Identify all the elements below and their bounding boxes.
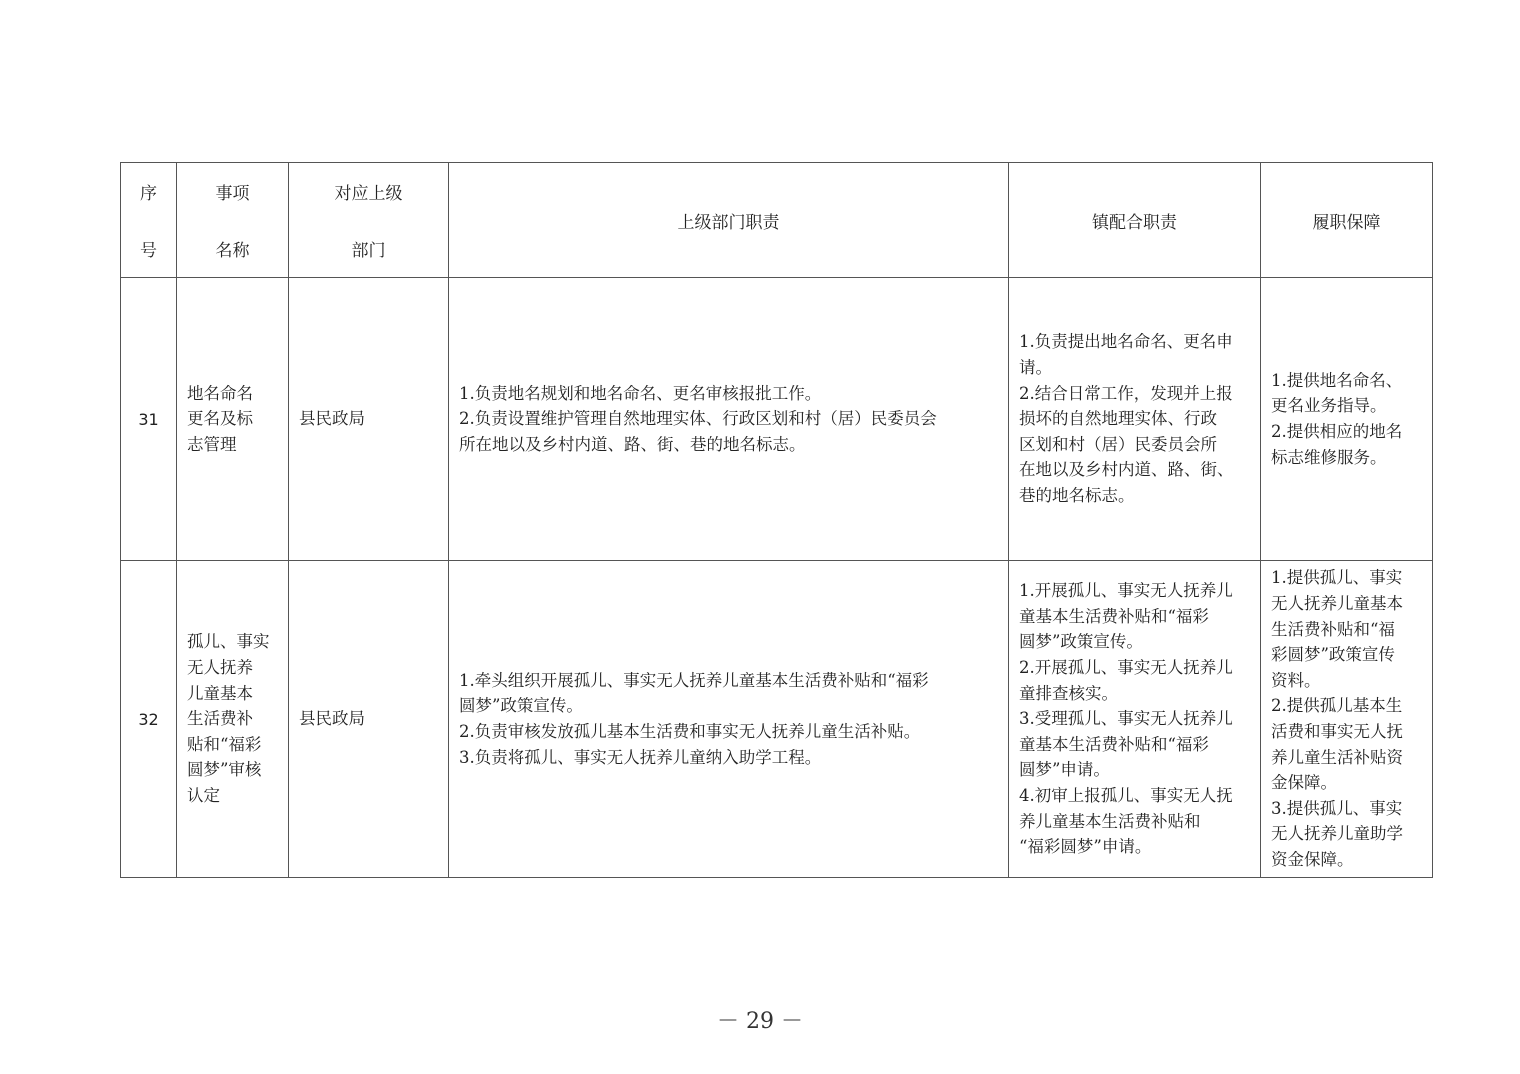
item-line: 生活费补: [187, 709, 253, 729]
dept-text: 县民政局: [299, 709, 365, 729]
row-seq: 32: [121, 561, 177, 878]
row-town-duty: [1009, 278, 1261, 561]
item-line: 认定: [187, 785, 220, 805]
town-duty-line: 1.负责提出地名命名、更名申: [1019, 332, 1233, 352]
guarantee-line: 更名业务指导。: [1271, 396, 1387, 416]
row-upper-duty: [449, 561, 1009, 878]
page-number: － 29 －: [717, 1009, 803, 1034]
town-duty-line: 童基本生活费补贴和“福彩: [1019, 734, 1209, 754]
row-upper-duty: [449, 278, 1009, 561]
guarantee-line: 金保障。: [1271, 773, 1337, 793]
guarantee-line: 彩圆梦”政策宣传: [1271, 645, 1395, 665]
town-duty-line: 养儿童基本生活费补贴和: [1019, 811, 1201, 831]
town-duty-line: 在地以及乡村内道、路、街、: [1019, 460, 1234, 480]
upper-duty-line: 所在地以及乡村内道、路、街、巷的地名标志。: [459, 434, 806, 454]
town-duty-line: 2.结合日常工作，发现并上报: [1019, 383, 1233, 403]
town-duty-line: 2.开展孤儿、事实无人抚养儿: [1019, 658, 1233, 678]
duty-table: [120, 162, 1433, 878]
guarantee-line: 1.提供孤儿、事实: [1271, 568, 1403, 588]
item-line: 圆梦”审核: [187, 760, 262, 780]
guarantee-line: 养儿童生活补贴资: [1271, 747, 1403, 767]
town-duty-line: 3.受理孤儿、事实无人抚养儿: [1019, 709, 1233, 729]
item-line: 地名命名: [187, 383, 253, 403]
upper-duty-line: 1.负责地名规划和地名命名、更名审核报批工作。: [459, 383, 822, 403]
guarantee-line: 标志维修服务。: [1271, 447, 1387, 467]
town-duty-line: 请。: [1019, 358, 1052, 378]
row-seq: 31: [121, 278, 177, 561]
town-duty-line: 巷的地名标志。: [1019, 485, 1135, 505]
guarantee-line: 1.提供地名命名、: [1271, 370, 1403, 390]
header-seq: [121, 163, 177, 278]
guarantee-line: 活费和事实无人抚: [1271, 722, 1403, 741]
header-upper-duty: 上级部门职责: [449, 163, 1009, 278]
guarantee-line: 资金保障。: [1271, 849, 1354, 869]
town-duty-line: “福彩圆梦”申请。: [1019, 837, 1152, 857]
item-line: 更名及标: [187, 409, 253, 429]
town-duty-line: 童排查核实。: [1019, 683, 1118, 703]
row-dept: [289, 561, 449, 878]
row-item-name: [177, 561, 289, 878]
upper-duty-line: 2.负责审核发放孤儿基本生活费和事实无人抚养儿童生活补贴。: [459, 722, 921, 741]
item-line: 志管理: [187, 434, 237, 454]
item-line: 贴和“福彩: [187, 734, 262, 754]
header-town-duty: 镇配合职责: [1009, 163, 1261, 278]
row-guarantee: [1261, 278, 1433, 561]
row-item-name: [177, 278, 289, 561]
row-dept: [289, 278, 449, 561]
upper-duty-line: 2.负责设置维护管理自然地理实体、行政区划和村（居）民委员会: [459, 409, 937, 429]
town-duty-line: 童基本生活费补贴和“福彩: [1019, 606, 1209, 626]
upper-duty-line: 1.牵头组织开展孤儿、事实无人抚养儿童基本生活费补贴和“福彩: [459, 670, 929, 690]
header-dept-line-1: 对应上级: [334, 184, 403, 204]
guarantee-line: 2.提供孤儿基本生: [1271, 696, 1403, 716]
town-duty-line: 4.初审上报孤儿、事实无人抚: [1019, 785, 1233, 805]
item-line: 儿童基本: [187, 683, 253, 703]
header-upper-dept: [289, 163, 449, 278]
town-duty-line: 圆梦”政策宣传。: [1019, 632, 1143, 652]
guarantee-line: 资料。: [1271, 670, 1321, 690]
item-line: 无人抚养: [187, 658, 253, 678]
header-row: [121, 163, 1433, 278]
town-duty-line: 区划和村（居）民委员会所: [1019, 434, 1217, 454]
guarantee-line: 无人抚养儿童基本: [1271, 594, 1403, 614]
town-duty-line: 损坏的自然地理实体、行政: [1019, 409, 1217, 429]
guarantee-line: 2.提供相应的地名: [1271, 422, 1403, 441]
table-row: [121, 278, 1433, 561]
upper-duty-line: 3.负责将孤儿、事实无人抚养儿童纳入助学工程。: [459, 747, 822, 767]
town-duty-line: 1.开展孤儿、事实无人抚养儿: [1019, 581, 1233, 601]
header-item-line-2: 名称: [215, 241, 250, 261]
row-guarantee: [1261, 561, 1433, 878]
header-dept-line-2: 部门: [351, 241, 386, 261]
upper-duty-line: 圆梦”政策宣传。: [459, 696, 583, 716]
dept-text: 县民政局: [299, 409, 365, 429]
row-town-duty: [1009, 561, 1261, 878]
table-row: [121, 561, 1433, 878]
header-seq-line-2: 号: [140, 241, 157, 261]
guarantee-line: 3.提供孤儿、事实: [1271, 798, 1403, 818]
guarantee-line: 生活费补贴和“福: [1271, 619, 1395, 639]
header-item-name: [177, 163, 289, 278]
town-duty-line: 圆梦”申请。: [1019, 760, 1110, 780]
header-seq-line-1: 序: [140, 184, 157, 204]
guarantee-line: 无人抚养儿童助学: [1271, 824, 1403, 844]
header-guarantee: 履职保障: [1261, 163, 1433, 278]
header-item-line-1: 事项: [215, 184, 250, 204]
item-line: 孤儿、事实: [187, 632, 270, 652]
